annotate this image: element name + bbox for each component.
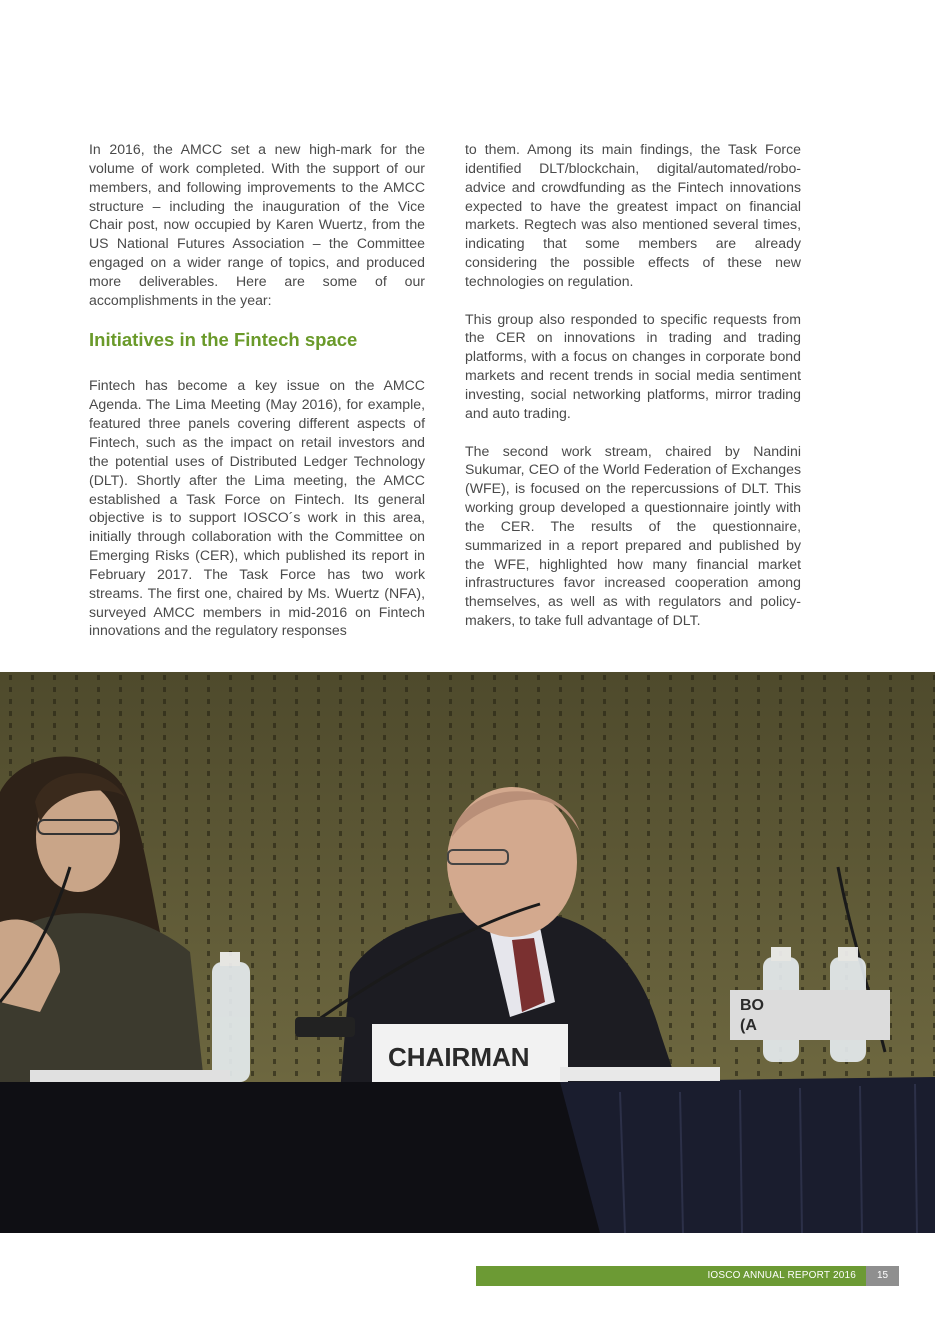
right-column xyxy=(465,140,801,649)
second-workstream-paragraph: The second work stream, chaired by Nandini Sukumar, CEO of the World Federation of Exchanges (WFE), is focused on the repercussions of DLT. This working group developed a questionnaire jointly with the CER. The results of the questionnaire, summarized in a report prepared and published by the WFE, highlighted how many financial market infrastructures favor increased cooperation among themselves, as well as with regulators and policy-makers, to take full advantage of DLT. xyxy=(465,442,801,629)
photo-illustration xyxy=(0,672,935,1233)
svg-text:BO: BO xyxy=(740,997,764,1014)
intro-paragraph: In 2016, the AMCC set a new high-mark for the volume of work completed. With the support of our members, and following improvements to the AMCC structure – including the inauguration of the Vice Chair post, now occupied by Karen Wuertz, from the US National Futures Association – the Committee engaged on a wider range of topics, and produced more deliverables. Here are some of our accomplishments in the year: xyxy=(89,141,425,308)
fintech-paragraph: Fintech has become a key issue on the AMCC Agenda. The Lima Meeting (May 2016), for example, featured three panels covering different aspects of Fintech, such as the impact on retail investors and the potential uses of Distributed Ledger Technology (DLT). Shortly after the Lima meeting, the AMCC established a Task Force on Fintech. Its general objective is to support IOSCO´s work in this area, initially through collaboration with the Committee on Emerging Risks (CER), which published its report in February 2017. The Task Force has two work streams. The first one, chaired by Ms. Wuertz (NFA), surveyed AMCC members in mid-2016 on Fintech innovations and the regulatory responses xyxy=(89,377,425,639)
section-heading: Initiatives in the Fintech space xyxy=(89,329,358,351)
nameplate-right xyxy=(730,990,890,1040)
svg-text:CHAIRMAN: CHAIRMAN xyxy=(388,1042,530,1072)
cer-requests-paragraph: This group also responded to specific requests from the CER on innovations in trading and trading platforms, with a focus on changes in corporate bond markets and recent trends in social media sentiment investing, social networking platforms, mirror trading and auto trading. xyxy=(465,310,801,421)
left-column xyxy=(89,140,425,659)
svg-text:(A: (A xyxy=(740,1017,757,1034)
table-skirt xyxy=(560,1077,935,1233)
mic-base-center xyxy=(295,1017,355,1037)
papers xyxy=(560,1067,720,1081)
findings-paragraph: to them. Among its main findings, the Task Force identified DLT/blockchain, digital/automated/robo-advice and crowdfunding as the Fintech innovations expected to have the greatest impact on financial markets. Regtech was also mentioned several times, indicating that some members are already considering the possible effects of these new technologies on regulation. xyxy=(465,141,801,289)
page-number: 15 xyxy=(866,1266,899,1286)
nameplate-chairman xyxy=(372,1024,568,1086)
footer-report-title: IOSCO ANNUAL REPORT 2016 xyxy=(476,1266,866,1286)
papers-left xyxy=(30,1070,230,1082)
panel-meeting-photo xyxy=(0,672,935,1233)
